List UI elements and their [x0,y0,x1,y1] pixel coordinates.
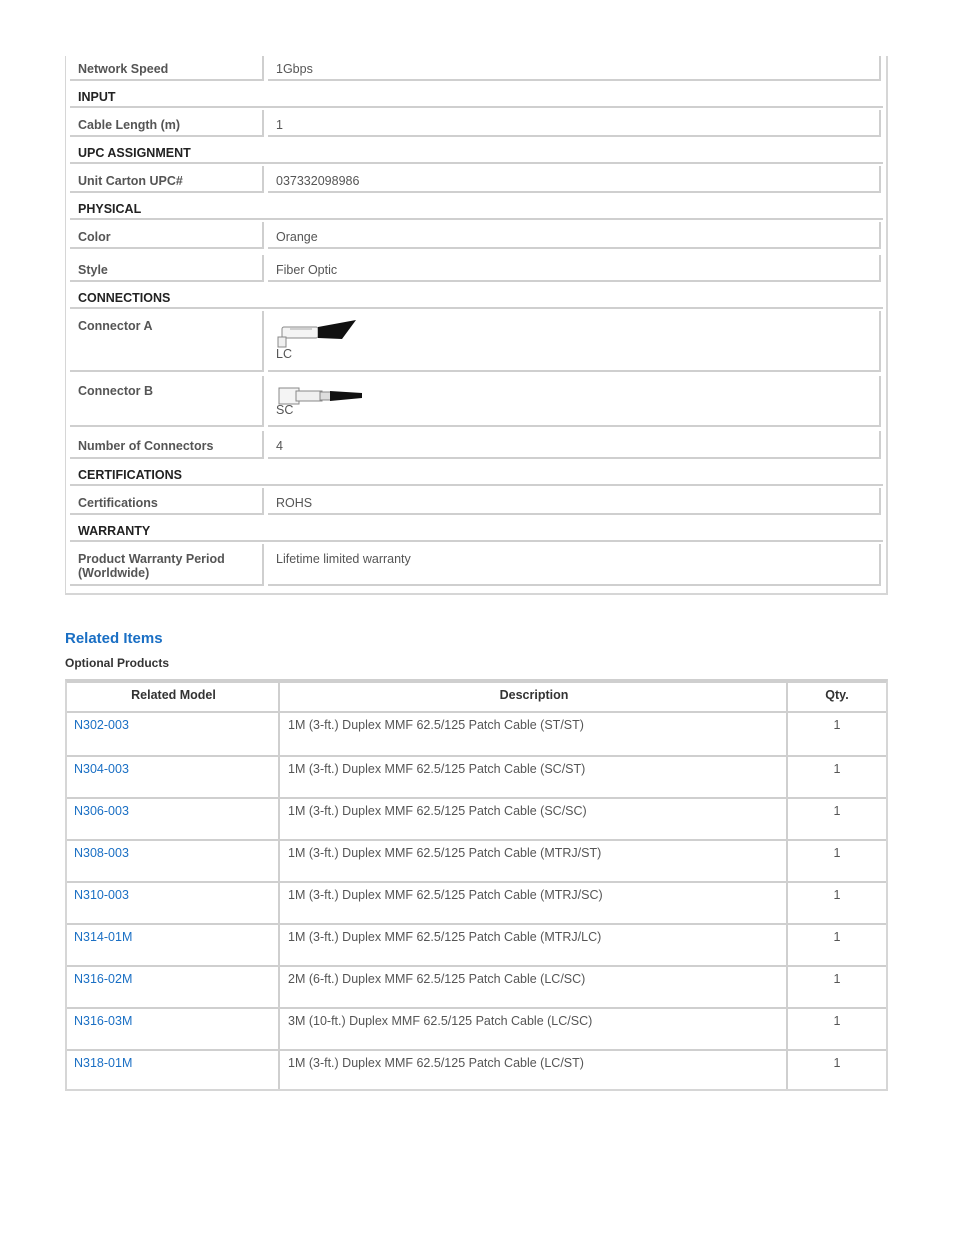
spec-value: Fiber Optic [268,255,881,282]
spec-row [66,431,889,463]
spec-label: Connector A [70,311,264,372]
related-model-link[interactable]: N308-003 [67,841,280,881]
spec-value: Orange [268,222,881,249]
related-description: 1M (3-ft.) Duplex MMF 62.5/125 Patch Cable (MTRJ/SC) [280,883,788,923]
related-qty: 1 [833,972,841,986]
header-description: Description [499,688,569,702]
spec-row [66,488,889,519]
related-model-link[interactable]: N306-003 [67,799,280,839]
related-description: 3M (10-ft.) Duplex MMF 62.5/125 Patch Cable (LC/SC) [280,1009,788,1049]
related-items-heading: Related Items [65,630,163,647]
related-model-link[interactable]: N314-01M [67,925,280,965]
related-description: 1M (3-ft.) Duplex MMF 62.5/125 Patch Cable (MTRJ/LC) [280,925,788,965]
table-row [67,799,886,839]
related-description: 1M (3-ft.) Duplex MMF 62.5/125 Patch Cable (MTRJ/ST) [280,841,788,881]
spec-value [268,311,881,372]
related-qty: 1 [833,762,841,776]
related-qty: 1 [833,718,841,732]
header-related-model: Related Model [131,688,216,702]
spec-label: Certifications [70,488,264,515]
spec-row [66,166,889,197]
spec-label: Cable Length (m) [70,110,264,137]
connector-a-type: LC [276,347,292,361]
section-heading: WARRANTY [70,519,883,542]
related-model-link[interactable]: N310-003 [67,883,280,923]
spec-value: 1 [268,110,881,137]
section-heading: CONNECTIONS [70,286,883,309]
table-row [67,757,886,797]
section-heading: CERTIFICATIONS [70,463,883,486]
spec-label: Network Speed [70,56,264,81]
section-heading: INPUT [70,85,883,108]
related-description: 1M (3-ft.) Duplex MMF 62.5/125 Patch Cable (SC/SC) [280,799,788,839]
spec-row [66,110,889,141]
related-model-link[interactable]: N318-01M [67,1051,280,1089]
spec-value: 1Gbps [268,56,881,81]
related-qty: 1 [833,888,841,902]
related-description: 1M (3-ft.) Duplex MMF 62.5/125 Patch Cable (LC/ST) [280,1051,788,1089]
spec-value: 037332098986 [268,166,881,193]
spec-label: Unit Carton UPC# [70,166,264,193]
spec-label: Color [70,222,264,249]
related-qty: 1 [833,1056,841,1070]
related-description: 2M (6-ft.) Duplex MMF 62.5/125 Patch Cable (LC/SC) [280,967,788,1007]
related-model-link[interactable]: N316-02M [67,967,280,1007]
related-model-link[interactable]: N302-003 [67,713,280,755]
related-qty: 1 [833,930,841,944]
spec-row [66,255,889,286]
section-heading: UPC ASSIGNMENT [70,141,883,164]
related-qty: 1 [833,846,841,860]
related-qty: 1 [833,804,841,818]
spec-row [66,544,889,590]
table-row [67,1051,886,1089]
spec-row [66,376,889,431]
spec-label: Connector B [70,376,264,427]
section-heading: PHYSICAL [70,197,883,220]
table-row [67,883,886,923]
table-row [67,1009,886,1049]
spec-label: Number of Connectors [70,431,264,459]
spec-value: Lifetime limited warranty [268,544,881,586]
spec-label: Product Warranty Period (Worldwide) [70,544,264,586]
related-description: 1M (3-ft.) Duplex MMF 62.5/125 Patch Cable (SC/ST) [280,757,788,797]
spec-row [66,311,889,376]
spec-row [66,56,889,85]
spec-row [66,222,889,253]
related-model-link[interactable]: N316-03M [67,1009,280,1049]
optional-products-subheading: Optional Products [65,656,170,670]
related-model-link[interactable]: N304-003 [67,757,280,797]
related-products-table [65,679,888,1091]
spec-value [268,376,881,427]
spec-value: ROHS [268,488,881,515]
spec-label: Style [70,255,264,282]
spec-value: 4 [268,431,881,459]
table-row [67,713,886,755]
lc-connector-image [276,319,356,349]
connector-b-type: SC [276,403,294,417]
table-row [67,967,886,1007]
related-qty: 1 [833,1014,841,1028]
table-row [67,925,886,965]
table-row [67,841,886,881]
related-description: 1M (3-ft.) Duplex MMF 62.5/125 Patch Cable (ST/ST) [280,713,788,755]
header-qty: Qty. [825,688,849,702]
spec-table [65,56,888,595]
